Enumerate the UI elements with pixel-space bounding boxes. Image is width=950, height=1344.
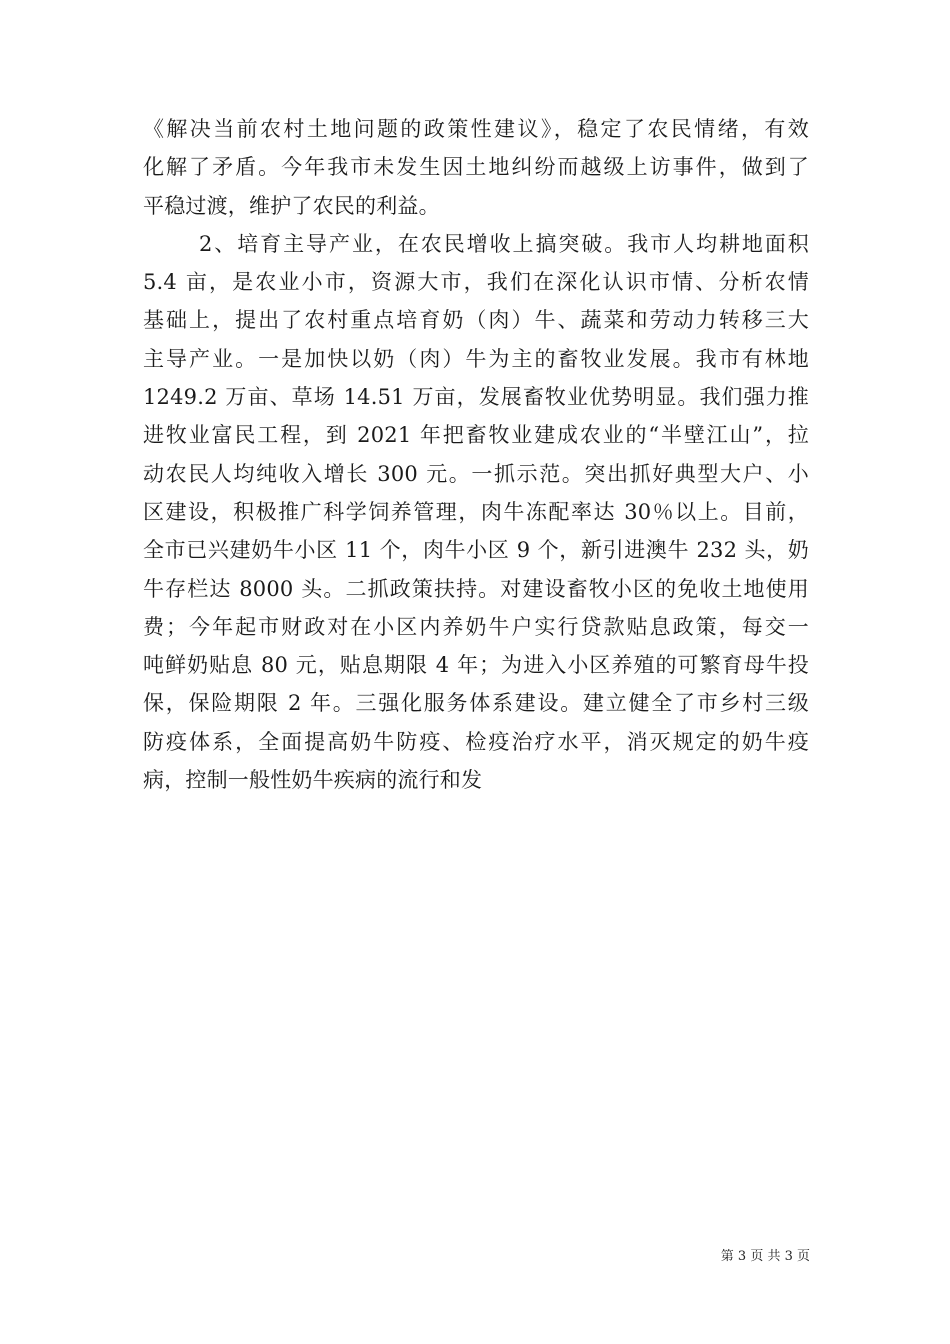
text-line: 主导产业。一是加快以奶（肉）牛为主的畜牧业发展。我市有林地 (143, 346, 809, 371)
text-line: 吨鲜奶贴息 80 元，贴息期限 4 年；为进入小区养殖的可繁育母牛投 (143, 653, 809, 678)
text-line: 基础上，提出了农村重点培育奶（肉）牛、蔬菜和劳动力转移三大 (143, 308, 809, 333)
paragraph-start-line: 2、培育主导产业，在农民增收上搞突破。我市人均耕地面积 (199, 231, 809, 256)
text-line: 防疫体系，全面提高奶牛防疫、检疫治疗水平，消灭规定的奶牛疫 (143, 729, 809, 754)
page-number-footer: 第 3 页 共 3 页 (720, 1249, 810, 1264)
text-line: 全市已兴建奶牛小区 11 个，肉牛小区 9 个，新引进澳牛 232 头，奶 (143, 538, 809, 563)
text-line: 化解了矛盾。今年我市未发生因土地纠纷而越级上访事件，做到了 (143, 155, 809, 180)
text-line: 牛存栏达 8000 头。二抓政策扶持。对建设畜牧小区的免收土地使用 (143, 576, 809, 601)
text-line: 费；今年起市财政对在小区内养奶牛户实行贷款贴息政策，每交一 (143, 614, 809, 639)
text-line: 进牧业富民工程，到 2021 年把畜牧业建成农业的“半壁江山”，拉 (143, 423, 809, 448)
text-line: 《解决当前农村土地问题的政策性建议》，稳定了农民情绪，有效 (143, 117, 809, 141)
text-line: 区建设，积极推广科学饲养管理，肉牛冻配率达 30％以上。目前， (143, 499, 809, 524)
text-line: 病，控制一般性奶牛疾病的流行和发 (143, 768, 483, 793)
text-line: 1249.2 万亩、草场 14.51 万亩，发展畜牧业优势明显。我们强力推 (143, 385, 809, 410)
text-line: 动农民人均纯收入增长 300 元。一抓示范。突出抓好典型大户、小 (143, 461, 809, 486)
text-line: 5.4 亩，是农业小市，资源大市，我们在深化认识市情、分析农情 (143, 270, 809, 295)
text-line: 平稳过渡，维护了农民的利益。 (143, 193, 440, 218)
body-text (143, 114, 809, 803)
text-line: 保，保险期限 2 年。三强化服务体系建设。建立健全了市乡村三级 (143, 691, 809, 716)
